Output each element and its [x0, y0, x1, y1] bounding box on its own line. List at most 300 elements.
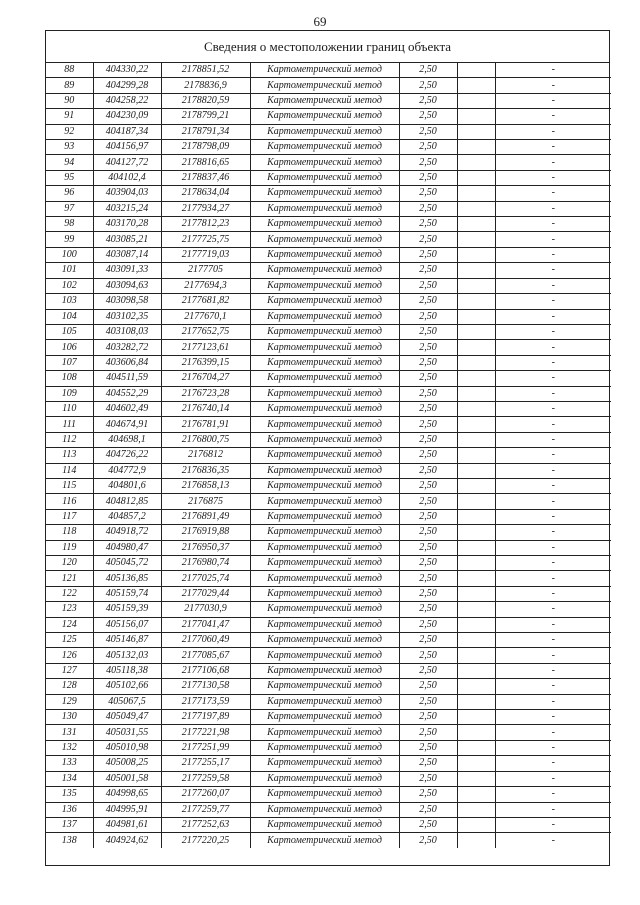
description-cell: - — [551, 834, 555, 846]
y-coordinate-cell: 2176919,88 — [161, 525, 250, 540]
precision-cell: 2,50 — [399, 186, 457, 201]
point-number-cell: 91 — [46, 109, 93, 124]
table-row — [46, 633, 611, 648]
y-coordinate-cell: 2176740,14 — [161, 401, 250, 416]
table-row — [46, 263, 611, 278]
y-coordinate-cell: 2177106,68 — [161, 663, 250, 678]
description-cell: - — [495, 109, 611, 124]
y-coordinate-cell: 2177260,07 — [161, 787, 250, 802]
point-number-cell: 92 — [46, 124, 93, 139]
x-coordinate-cell: 404102,4 — [93, 170, 161, 185]
table-row — [46, 817, 611, 832]
x-coordinate-cell: 404995,91 — [93, 802, 161, 817]
precision-cell: 2,50 — [399, 263, 457, 278]
precision-cell: 2,50 — [399, 633, 457, 648]
precision-cell: 2,50 — [399, 833, 457, 848]
x-coordinate-cell: 405045,72 — [93, 556, 161, 571]
method-cell: Картометрический метод — [250, 78, 399, 93]
x-coordinate-cell: 405118,38 — [93, 663, 161, 678]
empty-cell — [457, 679, 495, 694]
precision-cell: 2,50 — [399, 679, 457, 694]
precision-cell: 2,50 — [399, 586, 457, 601]
description-cell: - — [495, 617, 611, 632]
y-coordinate-cell: 2178837,46 — [161, 170, 250, 185]
y-coordinate-cell: 2178816,65 — [161, 155, 250, 170]
precision-cell: 2,50 — [399, 309, 457, 324]
y-coordinate-cell: 2178634,04 — [161, 186, 250, 201]
point-number-cell: 111 — [46, 417, 93, 432]
precision-cell: 2,50 — [399, 740, 457, 755]
point-number-cell: 123 — [46, 602, 93, 617]
method-cell: Картометрический метод — [250, 63, 399, 78]
point-number-cell: 132 — [46, 740, 93, 755]
empty-cell — [457, 309, 495, 324]
precision-cell: 2,50 — [399, 571, 457, 586]
method-cell: Картометрический метод — [250, 324, 399, 339]
empty-cell — [457, 417, 495, 432]
point-number-cell: 119 — [46, 540, 93, 555]
description-cell: - — [495, 478, 611, 493]
x-coordinate-cell: 405010,98 — [93, 740, 161, 755]
table-row — [46, 833, 611, 848]
x-coordinate-cell: 405136,85 — [93, 571, 161, 586]
description-cell: - — [495, 540, 611, 555]
method-cell: Картометрический метод — [250, 802, 399, 817]
precision-cell: 2,50 — [399, 525, 457, 540]
description-cell: - — [495, 386, 611, 401]
description-cell: - — [495, 494, 611, 509]
point-number-cell: 104 — [46, 309, 93, 324]
y-coordinate-cell: 2176891,49 — [161, 509, 250, 524]
y-coordinate-cell: 2176875 — [161, 494, 250, 509]
point-number-cell: 96 — [46, 186, 93, 201]
x-coordinate-cell: 404980,47 — [93, 540, 161, 555]
method-cell: Картометрический метод — [250, 617, 399, 632]
x-coordinate-cell: 405146,87 — [93, 633, 161, 648]
table-row — [46, 401, 611, 416]
empty-cell — [457, 78, 495, 93]
y-coordinate-cell: 2177130,58 — [161, 679, 250, 694]
precision-cell: 2,50 — [399, 340, 457, 355]
description-cell: - — [495, 663, 611, 678]
description-cell: - — [495, 309, 611, 324]
method-cell: Картометрический метод — [250, 771, 399, 786]
method-cell: Картометрический метод — [250, 263, 399, 278]
precision-cell: 2,50 — [399, 294, 457, 309]
table-row — [46, 355, 611, 370]
method-cell: Картометрический метод — [250, 817, 399, 832]
table-row — [46, 740, 611, 755]
precision-cell: 2,50 — [399, 448, 457, 463]
x-coordinate-cell: 405067,5 — [93, 694, 161, 709]
coordinates-table-body — [46, 63, 611, 848]
description-cell: - — [495, 787, 611, 802]
precision-cell: 2,50 — [399, 324, 457, 339]
y-coordinate-cell: 2177812,23 — [161, 217, 250, 232]
x-coordinate-cell: 403087,14 — [93, 247, 161, 262]
empty-cell — [457, 586, 495, 601]
description-cell: - — [495, 217, 611, 232]
precision-cell: 2,50 — [399, 478, 457, 493]
empty-cell — [457, 509, 495, 524]
method-cell: Картометрический метод — [250, 417, 399, 432]
method-cell: Картометрический метод — [250, 247, 399, 262]
description-cell: - — [495, 124, 611, 139]
point-number-cell: 124 — [46, 617, 93, 632]
x-coordinate-cell: 404330,22 — [93, 63, 161, 78]
empty-cell — [457, 140, 495, 155]
precision-cell: 2,50 — [399, 78, 457, 93]
x-coordinate-cell: 405008,25 — [93, 756, 161, 771]
y-coordinate-cell: 2176800,75 — [161, 432, 250, 447]
method-cell: Картометрический метод — [250, 756, 399, 771]
empty-cell — [457, 725, 495, 740]
x-coordinate-cell: 404187,34 — [93, 124, 161, 139]
x-coordinate-cell: 403215,24 — [93, 201, 161, 216]
precision-cell: 2,50 — [399, 494, 457, 509]
table-row — [46, 571, 611, 586]
precision-cell: 2,50 — [399, 617, 457, 632]
x-coordinate-cell: 404801,6 — [93, 478, 161, 493]
table-row — [46, 247, 611, 262]
empty-cell — [457, 386, 495, 401]
precision-cell: 2,50 — [399, 694, 457, 709]
method-cell: Картометрический метод — [250, 432, 399, 447]
y-coordinate-cell: 2177719,03 — [161, 247, 250, 262]
precision-cell: 2,50 — [399, 109, 457, 124]
table-row — [46, 232, 611, 247]
table-row — [46, 448, 611, 463]
description-cell: - — [495, 324, 611, 339]
x-coordinate-cell: 405156,07 — [93, 617, 161, 632]
table-row — [46, 525, 611, 540]
table-row — [46, 802, 611, 817]
x-coordinate-cell: 403102,35 — [93, 309, 161, 324]
precision-cell: 2,50 — [399, 155, 457, 170]
table-row — [46, 556, 611, 571]
x-coordinate-cell: 405132,03 — [93, 648, 161, 663]
empty-cell — [457, 771, 495, 786]
description-cell: - — [495, 432, 611, 447]
description-cell: - — [495, 771, 611, 786]
empty-cell — [457, 694, 495, 709]
table-row — [46, 309, 611, 324]
table-row — [46, 124, 611, 139]
table-row — [46, 155, 611, 170]
table-row — [46, 217, 611, 232]
table-row — [46, 771, 611, 786]
description-cell: - — [495, 355, 611, 370]
point-number-cell: 110 — [46, 401, 93, 416]
description-cell: - — [495, 586, 611, 601]
point-number-cell: 102 — [46, 278, 93, 293]
x-coordinate-cell: 404602,49 — [93, 401, 161, 416]
point-number-cell: 93 — [46, 140, 93, 155]
empty-cell — [457, 740, 495, 755]
empty-cell — [457, 93, 495, 108]
empty-cell — [457, 817, 495, 832]
precision-cell: 2,50 — [399, 232, 457, 247]
y-coordinate-cell: 2177221,98 — [161, 725, 250, 740]
empty-cell — [457, 401, 495, 416]
empty-cell — [457, 756, 495, 771]
table-row — [46, 540, 611, 555]
point-number-cell: 130 — [46, 710, 93, 725]
y-coordinate-cell: 2177255,17 — [161, 756, 250, 771]
method-cell: Картометрический метод — [250, 633, 399, 648]
precision-cell: 2,50 — [399, 63, 457, 78]
precision-cell: 2,50 — [399, 417, 457, 432]
x-coordinate-cell: 404812,85 — [93, 494, 161, 509]
empty-cell — [457, 263, 495, 278]
empty-cell — [457, 478, 495, 493]
point-number-cell: 98 — [46, 217, 93, 232]
x-coordinate-cell: 404230,09 — [93, 109, 161, 124]
empty-cell — [457, 63, 495, 78]
table-row — [46, 710, 611, 725]
table-row — [46, 694, 611, 709]
table-row — [46, 509, 611, 524]
empty-cell — [457, 494, 495, 509]
precision-cell: 2,50 — [399, 817, 457, 832]
method-cell: Картометрический метод — [250, 571, 399, 586]
y-coordinate-cell: 2177251,99 — [161, 740, 250, 755]
point-number-cell: 114 — [46, 463, 93, 478]
x-coordinate-cell: 405001,58 — [93, 771, 161, 786]
point-number-cell: 99 — [46, 232, 93, 247]
y-coordinate-cell: 2177029,44 — [161, 586, 250, 601]
point-number-cell: 95 — [46, 170, 93, 185]
method-cell: Картометрический метод — [250, 140, 399, 155]
description-cell: - — [495, 340, 611, 355]
description-cell: - — [495, 556, 611, 571]
x-coordinate-cell: 405159,74 — [93, 586, 161, 601]
description-cell: - — [495, 63, 611, 78]
table-title: Сведения о местоположении границ объекта — [46, 31, 609, 63]
table-row — [46, 787, 611, 802]
precision-cell: 2,50 — [399, 648, 457, 663]
method-cell: Картометрический метод — [250, 602, 399, 617]
coordinates-table — [46, 63, 611, 848]
table-row — [46, 93, 611, 108]
x-coordinate-cell: 405049,47 — [93, 710, 161, 725]
x-coordinate-cell: 403606,84 — [93, 355, 161, 370]
precision-cell: 2,50 — [399, 371, 457, 386]
description-cell: - — [495, 710, 611, 725]
y-coordinate-cell: 2177705 — [161, 263, 250, 278]
method-cell: Картометрический метод — [250, 556, 399, 571]
y-coordinate-cell: 2177252,63 — [161, 817, 250, 832]
table-row — [46, 602, 611, 617]
empty-cell — [457, 278, 495, 293]
point-number-cell: 100 — [46, 247, 93, 262]
x-coordinate-cell: 403091,33 — [93, 263, 161, 278]
description-cell: - — [495, 401, 611, 416]
boundary-table-sheet — [45, 30, 610, 866]
precision-cell: 2,50 — [399, 710, 457, 725]
method-cell: Картометрический метод — [250, 787, 399, 802]
point-number-cell: 101 — [46, 263, 93, 278]
x-coordinate-cell: 403904,03 — [93, 186, 161, 201]
point-number-cell: 116 — [46, 494, 93, 509]
x-coordinate-cell: 405031,55 — [93, 725, 161, 740]
table-row — [46, 756, 611, 771]
description-cell: - — [495, 448, 611, 463]
method-cell: Картометрический метод — [250, 448, 399, 463]
precision-cell: 2,50 — [399, 771, 457, 786]
method-cell: Картометрический метод — [250, 586, 399, 601]
x-coordinate-cell: 404772,9 — [93, 463, 161, 478]
point-number-cell: 94 — [46, 155, 93, 170]
method-cell: Картометрический метод — [250, 170, 399, 185]
table-row — [46, 478, 611, 493]
y-coordinate-cell: 2178851,52 — [161, 63, 250, 78]
method-cell: Картометрический метод — [250, 340, 399, 355]
point-number-cell: 117 — [46, 509, 93, 524]
y-coordinate-cell: 2176950,37 — [161, 540, 250, 555]
description-cell: - — [495, 602, 611, 617]
empty-cell — [457, 355, 495, 370]
empty-cell — [457, 571, 495, 586]
empty-cell — [457, 556, 495, 571]
description-cell: - — [495, 155, 611, 170]
point-number-cell: 118 — [46, 525, 93, 540]
y-coordinate-cell: 2178791,34 — [161, 124, 250, 139]
table-row — [46, 201, 611, 216]
point-number-cell: 125 — [46, 633, 93, 648]
table-row — [46, 432, 611, 447]
description-cell: - — [495, 93, 611, 108]
y-coordinate-cell: 2177220,25 — [161, 833, 250, 848]
precision-cell: 2,50 — [399, 355, 457, 370]
description-cell: - — [495, 294, 611, 309]
y-coordinate-cell: 2177025,74 — [161, 571, 250, 586]
table-row — [46, 294, 611, 309]
y-coordinate-cell: 2177725,75 — [161, 232, 250, 247]
description-cell: - — [495, 278, 611, 293]
method-cell: Картометрический метод — [250, 355, 399, 370]
description-cell: - — [495, 232, 611, 247]
table-row — [46, 170, 611, 185]
point-number-cell: 137 — [46, 817, 93, 832]
empty-cell — [457, 186, 495, 201]
y-coordinate-cell: 2176812 — [161, 448, 250, 463]
method-cell: Картометрический метод — [250, 494, 399, 509]
precision-cell: 2,50 — [399, 602, 457, 617]
description-cell: - — [495, 201, 611, 216]
precision-cell: 2,50 — [399, 401, 457, 416]
x-coordinate-cell: 403282,72 — [93, 340, 161, 355]
x-coordinate-cell: 403085,21 — [93, 232, 161, 247]
x-coordinate-cell: 404127,72 — [93, 155, 161, 170]
empty-cell — [457, 217, 495, 232]
description-cell: - — [495, 725, 611, 740]
empty-cell — [457, 802, 495, 817]
empty-cell — [457, 201, 495, 216]
precision-cell: 2,50 — [399, 278, 457, 293]
point-number-cell: 138 — [46, 833, 93, 848]
precision-cell: 2,50 — [399, 556, 457, 571]
point-number-cell: 105 — [46, 324, 93, 339]
description-cell: - — [495, 633, 611, 648]
x-coordinate-cell: 405159,39 — [93, 602, 161, 617]
point-number-cell: 131 — [46, 725, 93, 740]
table-row — [46, 324, 611, 339]
point-number-cell: 136 — [46, 802, 93, 817]
method-cell: Картометрический метод — [250, 93, 399, 108]
point-number-cell: 90 — [46, 93, 93, 108]
y-coordinate-cell: 2176399,15 — [161, 355, 250, 370]
table-row — [46, 371, 611, 386]
y-coordinate-cell: 2177681,82 — [161, 294, 250, 309]
description-cell: - — [495, 802, 611, 817]
precision-cell: 2,50 — [399, 787, 457, 802]
x-coordinate-cell: 404511,59 — [93, 371, 161, 386]
point-number-cell: 88 — [46, 63, 93, 78]
method-cell: Картометрический метод — [250, 740, 399, 755]
empty-cell — [457, 648, 495, 663]
x-coordinate-cell: 404998,65 — [93, 787, 161, 802]
precision-cell: 2,50 — [399, 432, 457, 447]
method-cell: Картометрический метод — [250, 710, 399, 725]
point-number-cell: 103 — [46, 294, 93, 309]
description-cell: - — [495, 186, 611, 201]
table-row — [46, 648, 611, 663]
y-coordinate-cell: 2178799,21 — [161, 109, 250, 124]
method-cell: Картометрический метод — [250, 386, 399, 401]
empty-cell — [457, 155, 495, 170]
method-cell: Картометрический метод — [250, 694, 399, 709]
method-cell: Картометрический метод — [250, 155, 399, 170]
method-cell: Картометрический метод — [250, 186, 399, 201]
point-number-cell: 120 — [46, 556, 93, 571]
y-coordinate-cell: 2176858,13 — [161, 478, 250, 493]
point-number-cell: 135 — [46, 787, 93, 802]
description-cell: - — [495, 679, 611, 694]
method-cell: Картометрический метод — [250, 371, 399, 386]
description-cell: - — [495, 648, 611, 663]
method-cell: Картометрический метод — [250, 278, 399, 293]
y-coordinate-cell: 2176704,27 — [161, 371, 250, 386]
table-row — [46, 109, 611, 124]
point-number-cell: 129 — [46, 694, 93, 709]
x-coordinate-cell: 404552,29 — [93, 386, 161, 401]
y-coordinate-cell: 2176781,91 — [161, 417, 250, 432]
point-number-cell: 109 — [46, 386, 93, 401]
y-coordinate-cell: 2177652,75 — [161, 324, 250, 339]
x-coordinate-cell: 404156,97 — [93, 140, 161, 155]
method-cell: Картометрический метод — [250, 463, 399, 478]
table-row — [46, 63, 611, 78]
precision-cell: 2,50 — [399, 509, 457, 524]
precision-cell: 2,50 — [399, 217, 457, 232]
method-cell: Картометрический метод — [250, 648, 399, 663]
method-cell: Картометрический метод — [250, 124, 399, 139]
empty-cell — [457, 109, 495, 124]
method-cell: Картометрический метод — [250, 232, 399, 247]
y-coordinate-cell: 2177085,67 — [161, 648, 250, 663]
description-cell: - — [495, 571, 611, 586]
table-row — [46, 617, 611, 632]
y-coordinate-cell: 2177259,58 — [161, 771, 250, 786]
description-cell: - — [495, 694, 611, 709]
y-coordinate-cell: 2177934,27 — [161, 201, 250, 216]
point-number-cell: 97 — [46, 201, 93, 216]
method-cell: Картометрический метод — [250, 201, 399, 216]
y-coordinate-cell: 2176836,35 — [161, 463, 250, 478]
description-cell: - — [495, 140, 611, 155]
precision-cell: 2,50 — [399, 756, 457, 771]
